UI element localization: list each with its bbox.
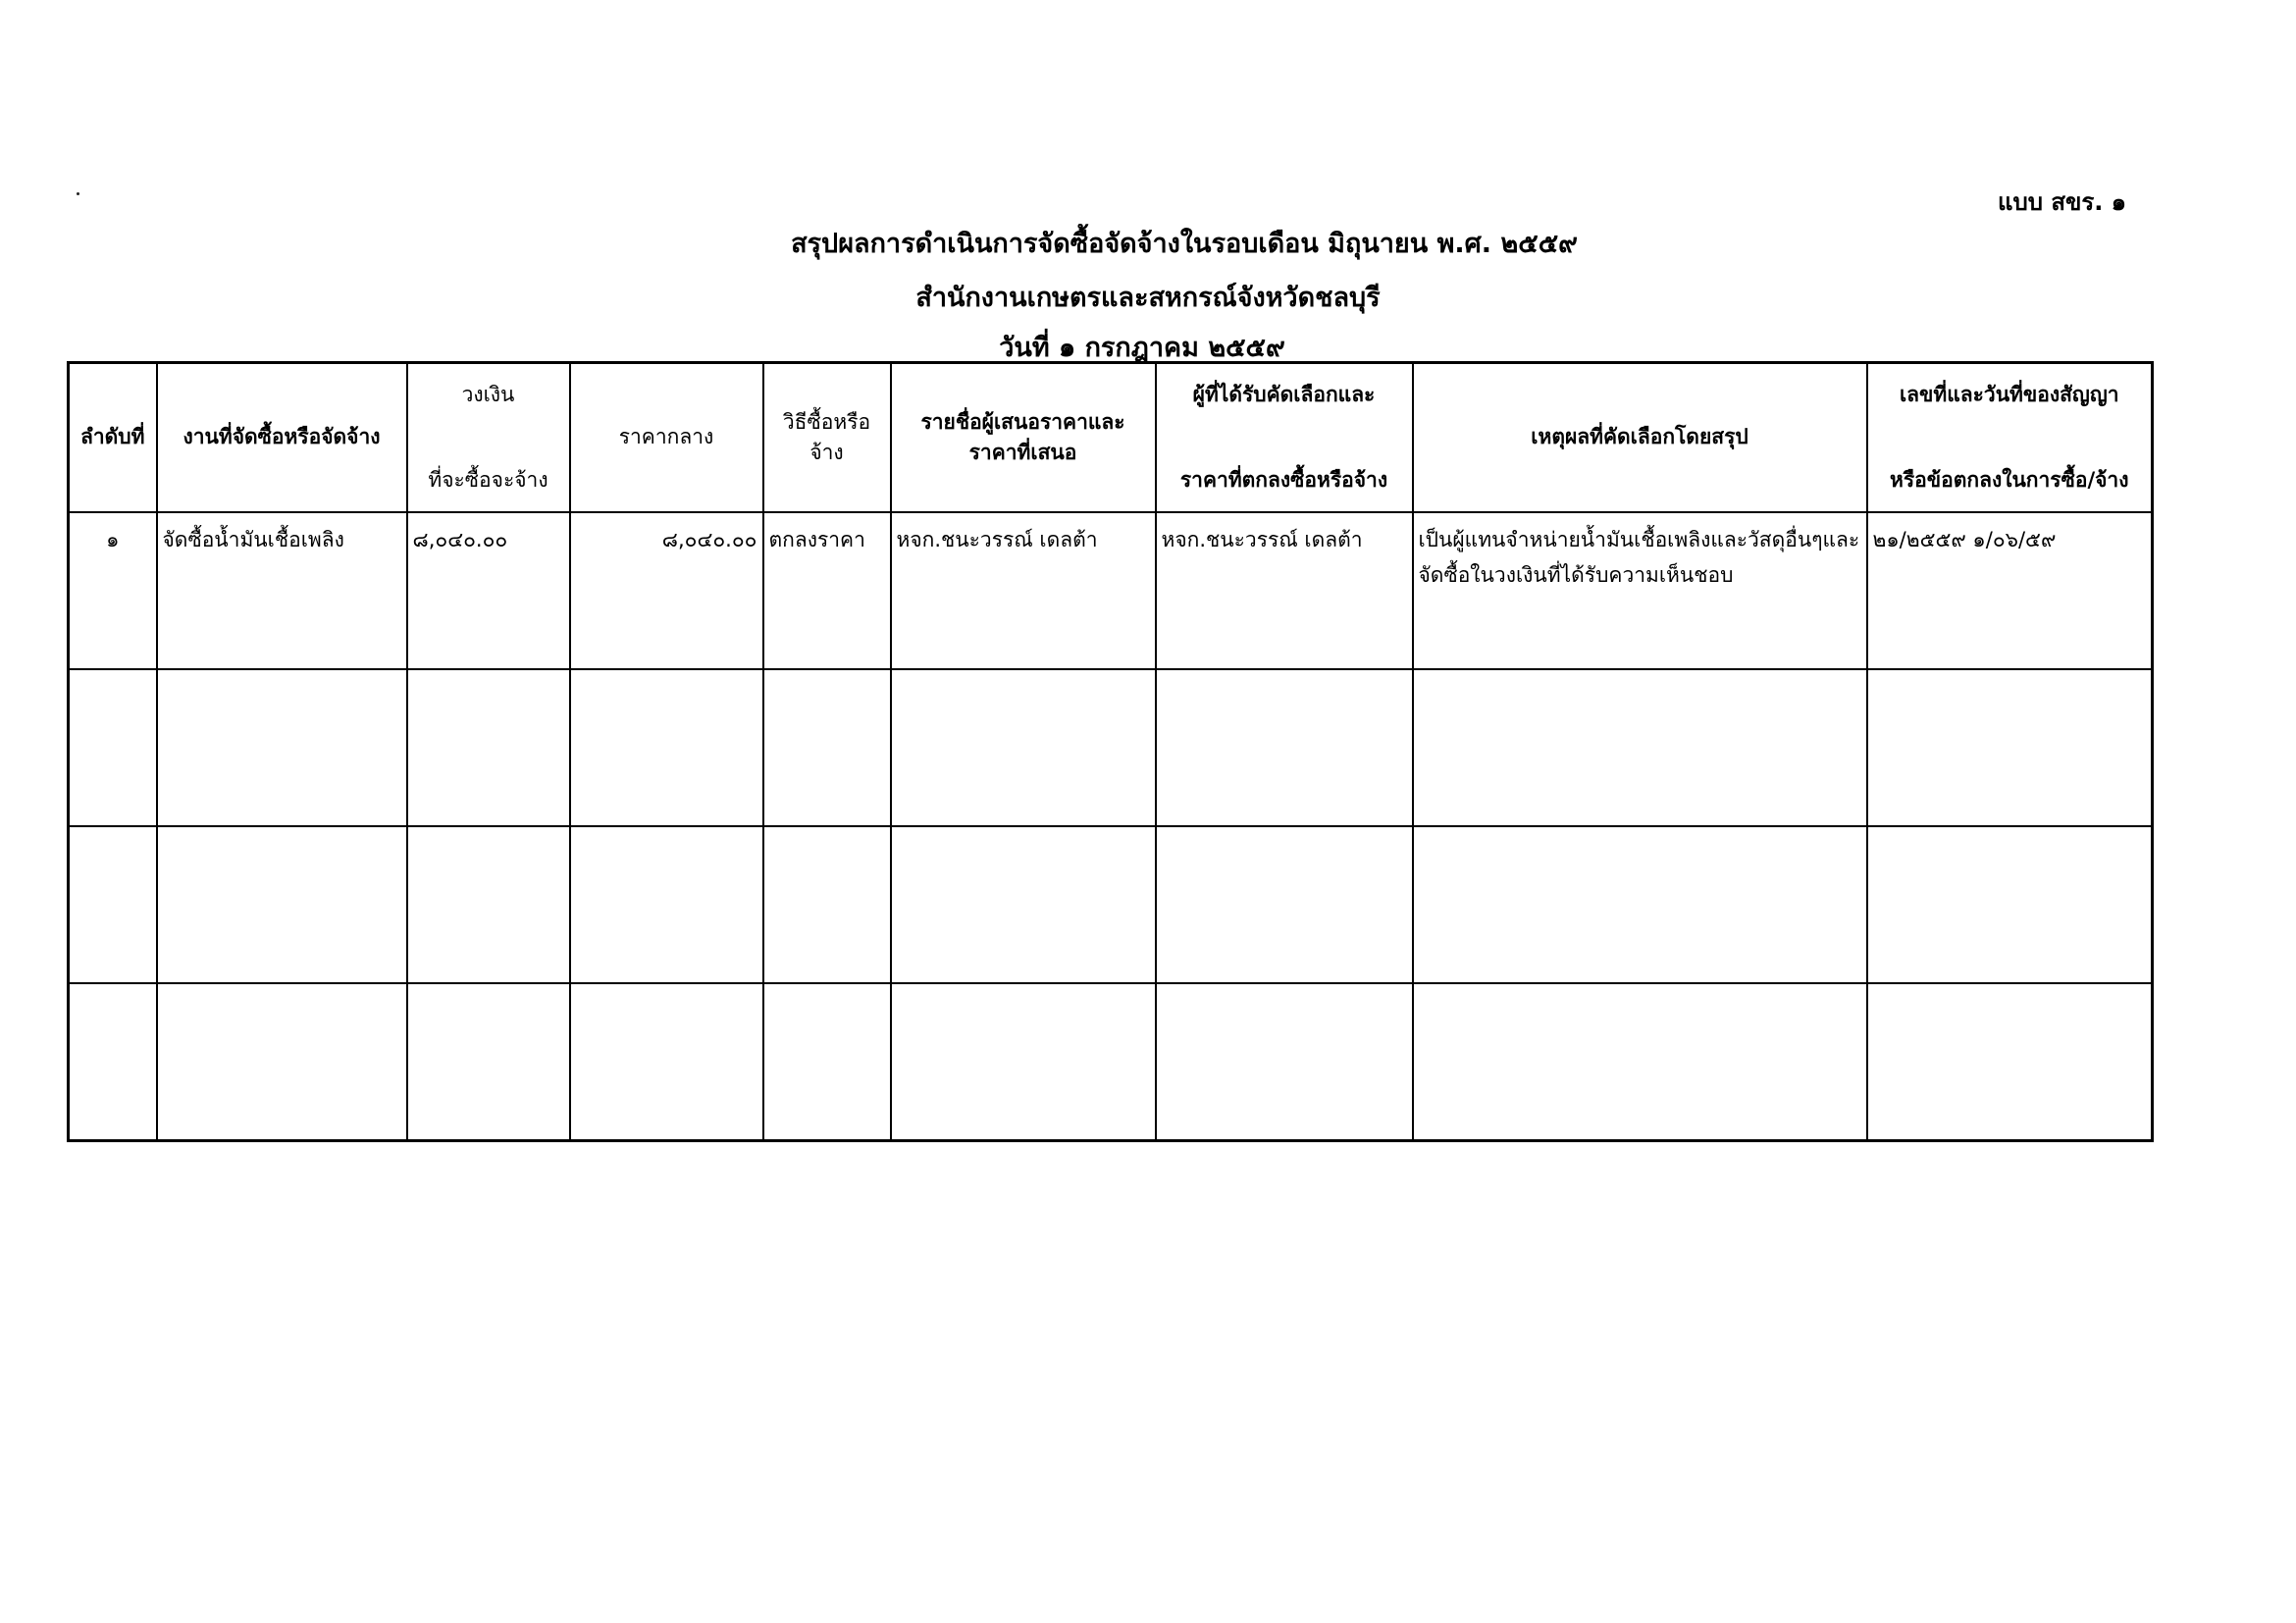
cell-median-price	[570, 669, 763, 826]
header-median-price: ราคากลาง	[570, 363, 763, 513]
header-row	[69, 363, 2153, 513]
cell-budget	[407, 669, 570, 826]
header-contract	[1867, 363, 2153, 513]
header-bidders	[891, 363, 1156, 513]
cell-item	[157, 669, 407, 826]
cell-no: ๑	[69, 512, 157, 669]
cell-selected	[1156, 983, 1413, 1141]
header-method-line2: จ้าง	[809, 441, 844, 464]
office-name: สำนักงานเกษตรและสหกรณ์จังหวัดชลบุรี	[915, 283, 1381, 313]
cell-median-price: ๘,๐๔๐.๐๐	[570, 512, 763, 669]
cell-budget: ๘,๐๔๐.๐๐	[407, 512, 570, 669]
header-selected	[1156, 363, 1413, 513]
table-row	[69, 512, 2153, 669]
cell-no	[69, 983, 157, 1141]
cell-budget	[407, 826, 570, 983]
table-row	[69, 983, 2153, 1141]
header-selected-line2: ราคาที่ตกลงซื้อหรือจ้าง	[1179, 467, 1388, 492]
cell-contract	[1867, 669, 2153, 826]
cell-median-price	[570, 983, 763, 1141]
cell-item	[157, 826, 407, 983]
cell-bidders	[891, 826, 1156, 983]
cell-no	[69, 669, 157, 826]
cell-reason	[1413, 983, 1867, 1141]
table-row	[69, 826, 2153, 983]
cell-selected: หจก.ชนะวรรณ์ เดลต้า	[1156, 512, 1413, 669]
cell-method	[763, 826, 891, 983]
form-code: แบบ สขร. ๑	[1998, 188, 2126, 216]
cell-method	[763, 983, 891, 1141]
cell-bidders	[891, 669, 1156, 826]
cell-item	[157, 983, 407, 1141]
cell-selected	[1156, 826, 1413, 983]
cell-bidders: หจก.ชนะวรรณ์ เดลต้า	[891, 512, 1156, 669]
cell-method	[763, 669, 891, 826]
cell-reason	[1413, 826, 1867, 983]
header-budget-line2: ที่จะซื้อจะจ้าง	[428, 467, 548, 492]
cell-contract: ๒๑/๒๕๕๙ ๑/๐๖/๕๙	[1867, 512, 2153, 669]
cell-budget	[407, 983, 570, 1141]
cell-reason	[1413, 669, 1867, 826]
cell-selected	[1156, 669, 1413, 826]
header-bidders-line2: ราคาที่เสนอ	[968, 441, 1077, 464]
cell-contract	[1867, 826, 2153, 983]
header-contract-line2: หรือข้อตกลงในการซื้อ/จ้าง	[1890, 467, 2129, 492]
cell-no	[69, 826, 157, 983]
table-row	[69, 669, 2153, 826]
header-bidders-line1: รายชื่อผู้เสนอราคาและ	[920, 409, 1125, 434]
procurement-table	[67, 361, 2154, 1142]
header-no: ลำดับที่	[69, 363, 157, 513]
scan-speck	[77, 192, 79, 195]
header-reason: เหตุผลที่คัดเลือกโดยสรุป	[1413, 363, 1867, 513]
header-budget-line1: วงเงิน	[461, 383, 515, 406]
report-title: สรุปผลการดำเนินการจัดซื้อจัดจ้างในรอบเดือน มิถุนายน พ.ศ. ๒๕๕๙	[791, 229, 1578, 259]
header-budget	[407, 363, 570, 513]
header-method	[763, 363, 891, 513]
cell-contract	[1867, 983, 2153, 1141]
header-selected-line1: ผู้ที่ได้รับคัดเลือกและ	[1192, 383, 1376, 406]
cell-item: จัดซื้อน้ำมันเชื้อเพลิง	[157, 512, 407, 669]
cell-method: ตกลงราคา	[763, 512, 891, 669]
header-item: งานที่จัดซื้อหรือจัดจ้าง	[157, 363, 407, 513]
cell-median-price	[570, 826, 763, 983]
cell-bidders	[891, 983, 1156, 1141]
header-contract-line1: เลขที่และวันที่ของสัญญา	[1899, 383, 2119, 406]
header-method-line1: วิธีซื้อหรือ	[782, 409, 871, 434]
cell-reason: เป็นผู้แทนจำหน่ายน้ำมันเชื้อเพลิงและวัสดุอื่นๆและจัดซื้อในวงเงินที่ได้รับความเห็นชอบ	[1413, 512, 1867, 669]
report-date: วันที่ ๑ กรกฎาคม ๒๕๕๙	[999, 333, 1285, 363]
